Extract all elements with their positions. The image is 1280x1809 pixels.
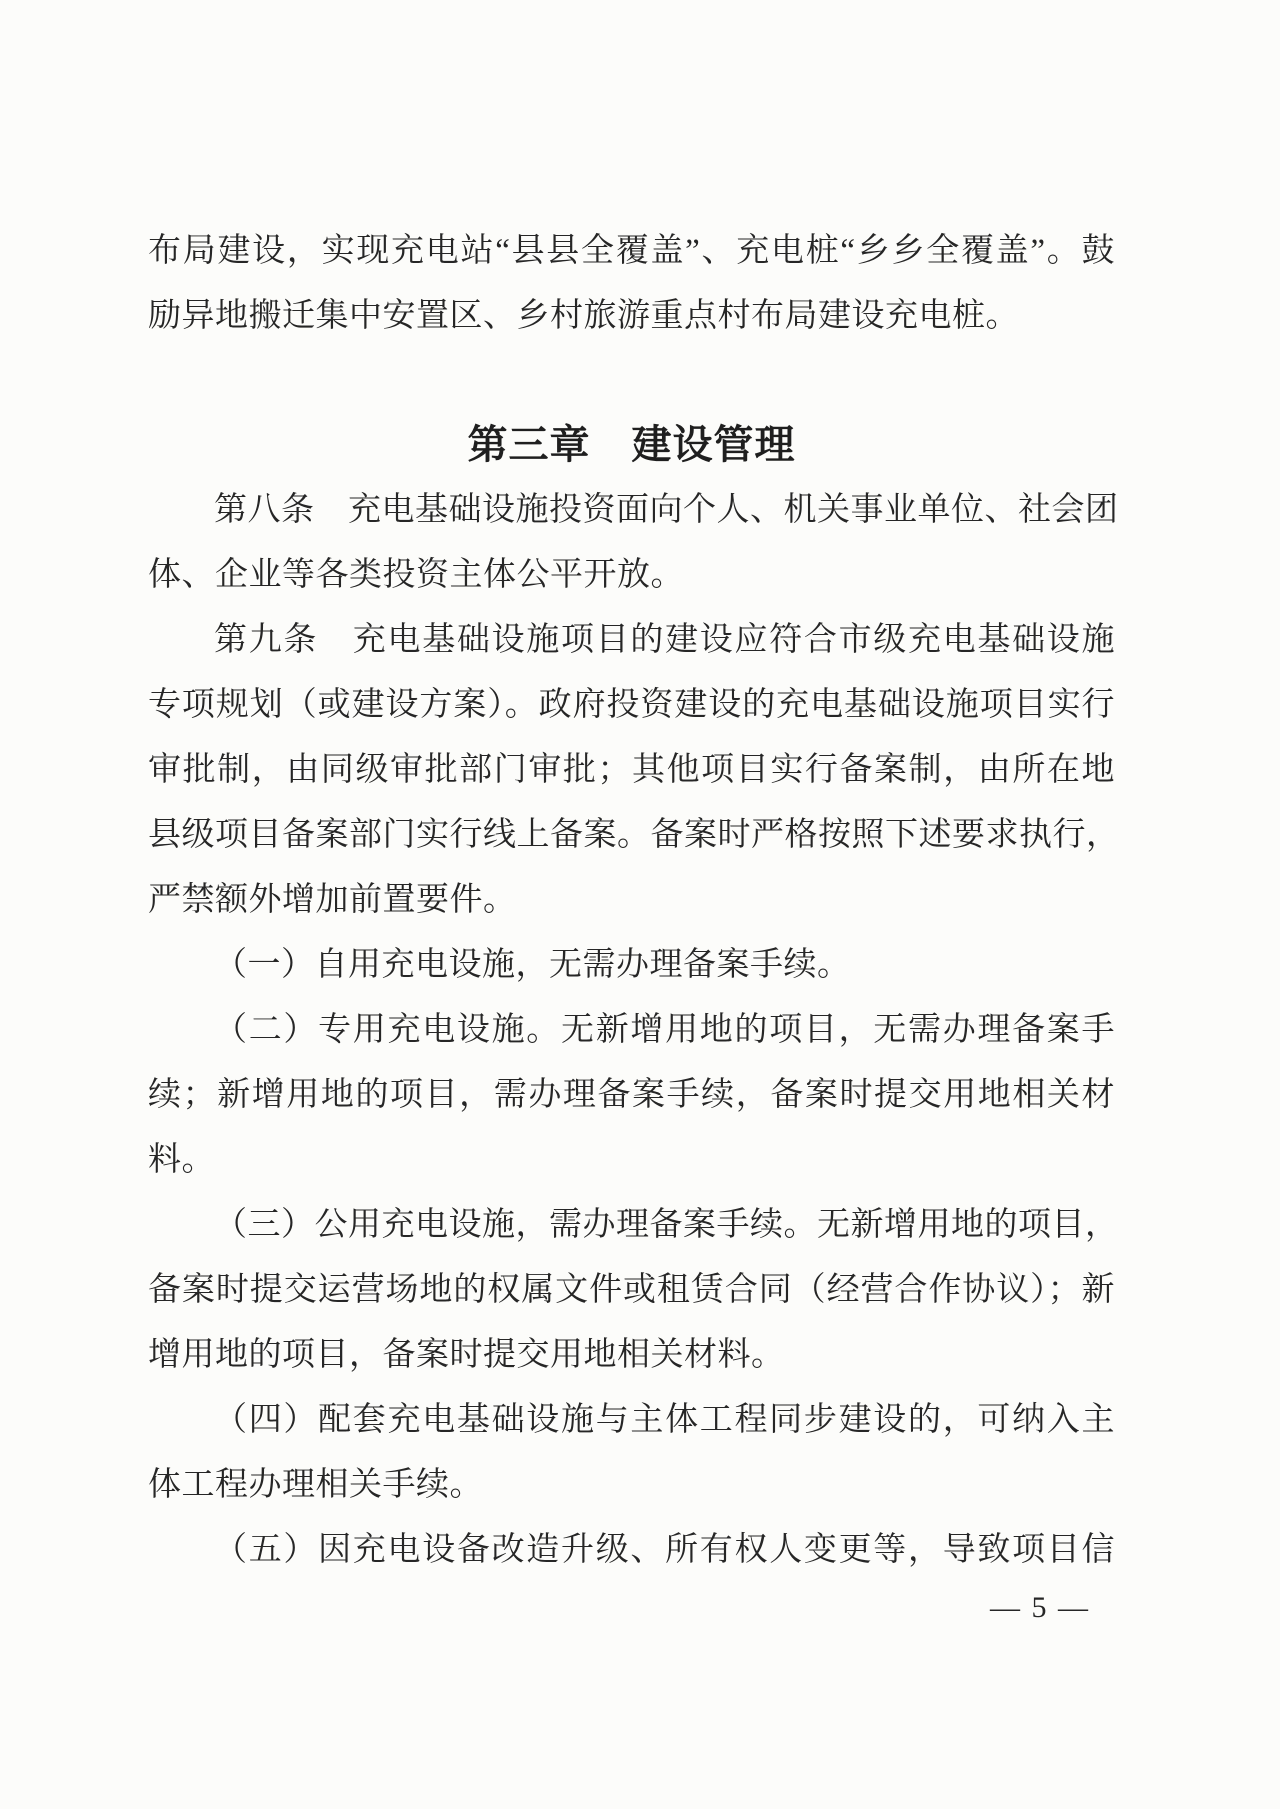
- body-line: 备案时提交运营场地的权属文件或租赁合同（经营合作协议）；新: [148, 1272, 1115, 1308]
- body-line: （一）自用充电设施，无需办理备案手续。: [214, 947, 851, 983]
- body-line: 专项规划（或建设方案）。政府投资建设的充电基础设施项目实行: [148, 687, 1115, 723]
- body-line: 第九条 充电基础设施项目的建设应符合市级充电基础设施: [214, 622, 1115, 658]
- body-line: 审批制，由同级审批部门审批；其他项目实行备案制，由所在地: [148, 752, 1115, 788]
- body-line: 布局建设，实现充电站“县县全覆盖”、充电桩“乡乡全覆盖”。鼓: [148, 233, 1115, 269]
- body-line: 料。: [148, 1142, 215, 1178]
- page-number: — 5 —: [990, 1591, 1090, 1624]
- body-line: 续；新增用地的项目，需办理备案手续，备案时提交用地相关材: [148, 1077, 1115, 1113]
- body-line: 体、企业等各类投资主体公平开放。: [148, 557, 684, 593]
- body-line: 县级项目备案部门实行线上备案。备案时严格按照下述要求执行，: [148, 817, 1120, 853]
- body-line: 体工程办理相关手续。: [148, 1467, 483, 1503]
- body-line: 第八条 充电基础设施投资面向个人、机关事业单位、社会团: [214, 492, 1119, 528]
- body-line: （五）因充电设备改造升级、所有权人变更等，导致项目信: [214, 1532, 1115, 1568]
- body-line: （三）公用充电设施，需办理备案手续。无新增用地的项目，: [214, 1207, 1119, 1243]
- body-line: 增用地的项目，备案时提交用地相关材料。: [148, 1337, 785, 1373]
- body-line: 严禁额外增加前置要件。: [148, 882, 517, 918]
- chapter-heading: 第三章 建设管理: [467, 422, 796, 468]
- body-line: （四）配套充电基础设施与主体工程同步建设的，可纳入主: [214, 1402, 1115, 1438]
- body-line: （二）专用充电设施。无新增用地的项目，无需办理备案手: [214, 1012, 1115, 1048]
- body-line: 励异地搬迁集中安置区、乡村旅游重点村布局建设充电桩。: [148, 298, 1019, 334]
